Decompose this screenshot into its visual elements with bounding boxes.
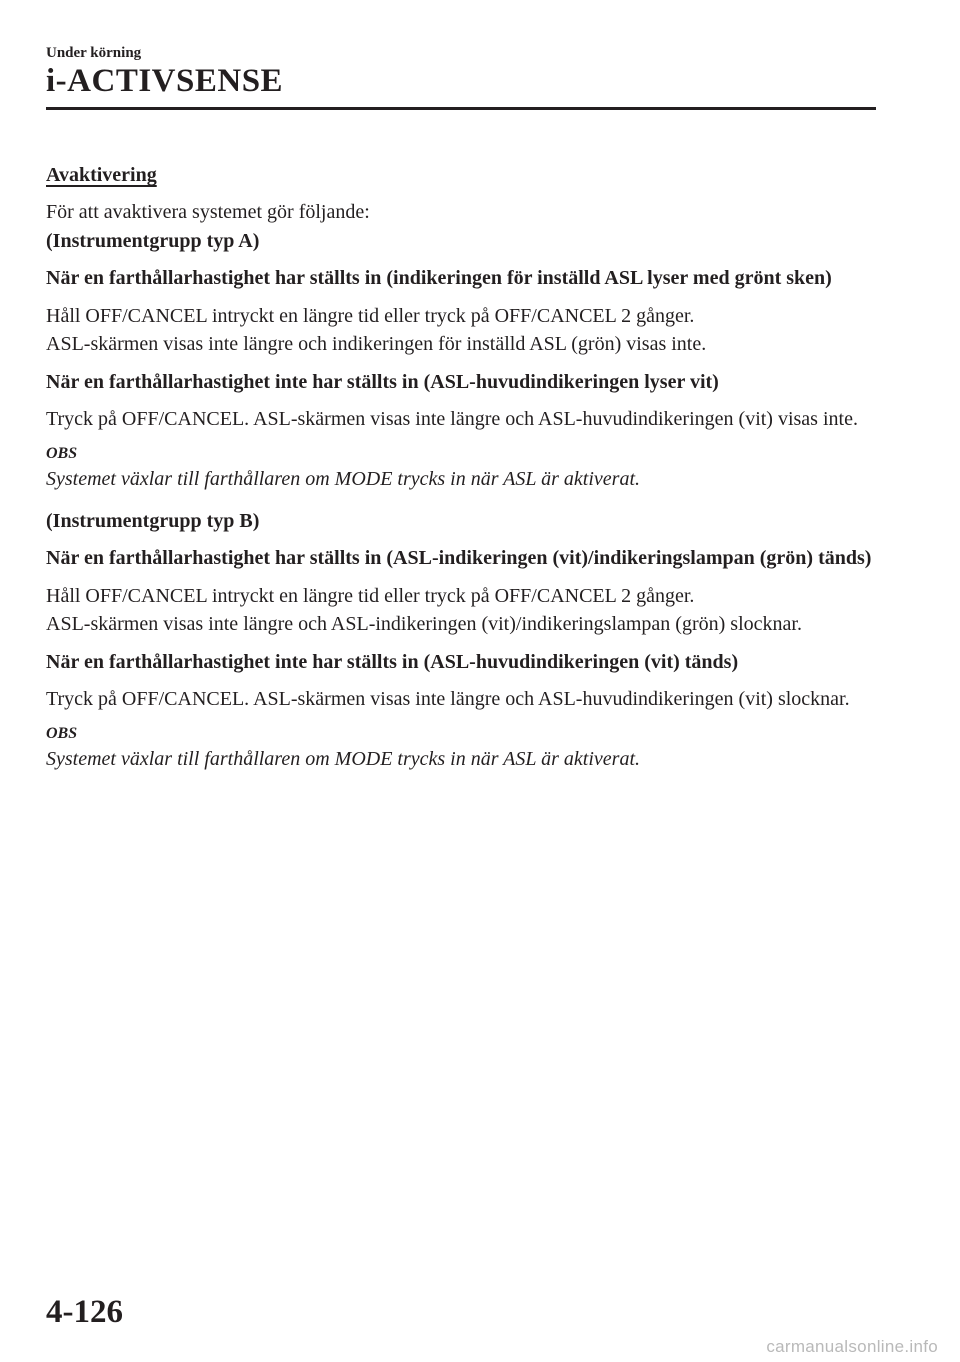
note-label-b: OBS	[46, 724, 78, 742]
cluster-b-case2-heading: När en farthållarhastighet inte har ställts in (ASL-huvudindikeringen (vit) tänds)	[46, 650, 739, 673]
watermark: carmanualsonline.info	[766, 1337, 938, 1356]
note-text-b: Systemet växlar till farthållaren om MODE trycks in när ASL är aktiverat.	[46, 747, 641, 770]
cluster-a-title: (Instrumentgrupp typ A)	[46, 229, 260, 252]
cluster-a-case1-line1: Håll OFF/CANCEL intryckt en längre tid eller tryck på OFF/CANCEL 2 gånger.	[46, 304, 695, 327]
cluster-b-case2-text: Tryck på OFF/CANCEL. ASL-skärmen visas inte längre och ASL-huvudindikeringen (vit) slocknar.	[46, 688, 850, 710]
section-label: Under körning	[46, 45, 142, 61]
page-content	[46, 161, 876, 787]
note-label-a: OBS	[46, 444, 78, 462]
cluster-b-title: (Instrumentgrupp typ B)	[46, 509, 260, 532]
section-heading: Avaktivering	[46, 164, 157, 186]
page-number: 4-126	[46, 1294, 123, 1330]
cluster-a-case2-text: Tryck på OFF/CANCEL. ASL-skärmen visas inte längre och ASL-huvudindikeringen (vit) visas inte.	[46, 408, 858, 430]
note-text-a: Systemet växlar till farthållaren om MODE trycks in när ASL är aktiverat.	[46, 467, 641, 490]
cluster-b-case1-line2: ASL-skärmen visas inte längre och ASL-indikeringen (vit)/indikeringslampan (grön) slocknar.	[46, 613, 802, 635]
cluster-b-case1-heading: När en farthållarhastighet har ställts in (ASL-indikeringen (vit)/indikeringslampan (grön) tänds)	[46, 547, 872, 569]
page-header	[46, 44, 876, 100]
chapter-title: i-ACTIVSENSE	[46, 63, 284, 99]
cluster-a-case1-heading: När en farthållarhastighet har ställts in (indikeringen för inställd ASL lyser med grönt sken)	[46, 267, 832, 289]
cluster-a-case2-heading: När en farthållarhastighet inte har ställts in (ASL-huvudindikeringen lyser vit)	[46, 370, 719, 393]
cluster-b-case1-line1: Håll OFF/CANCEL intryckt en längre tid eller tryck på OFF/CANCEL 2 gånger.	[46, 584, 695, 607]
intro-text: För att avaktivera systemet gör följande:	[46, 201, 370, 223]
header-divider	[46, 107, 876, 110]
cluster-a-case1-line2: ASL-skärmen visas inte längre och indikeringen för inställd ASL (grön) visas inte.	[46, 333, 707, 355]
